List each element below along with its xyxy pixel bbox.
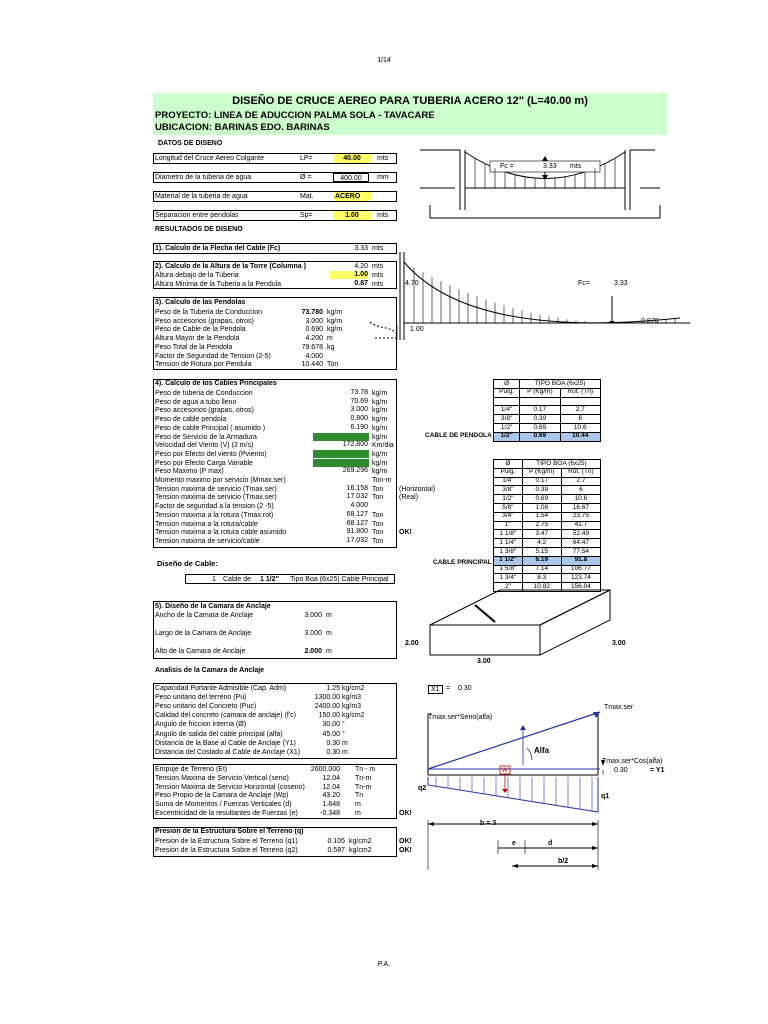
analysis-row-value: 12.04 — [322, 783, 340, 791]
section-4-row-unit: kg/m — [372, 416, 388, 424]
cable-table-row — [494, 423, 601, 432]
pressure-row-label: Presion de la Estructura Sobre el Terreno (q2) — [155, 847, 298, 854]
cable-table-header: Ø — [494, 380, 520, 389]
cable-table-cell: 0.69 — [520, 432, 560, 441]
weight-label: W — [502, 768, 508, 774]
analysis-row-unit: m — [355, 810, 361, 817]
analysis-row-label: Tension Maxima de Servicio Vertical (seno) — [155, 774, 289, 782]
analysis-row-unit: m — [342, 739, 348, 747]
cable-table-cell: 3.47 — [522, 530, 561, 539]
alfa-label: Alfa — [534, 746, 550, 755]
q1-label: q1 — [601, 793, 610, 800]
analysis-row-value: 1.848 — [322, 801, 340, 809]
analysis-row-value: 12.04 — [322, 774, 340, 782]
analysis-row-label: Peso unitario del terreno (Pu) — [155, 694, 247, 702]
section-3-row-value: 73.780 — [301, 309, 323, 316]
section-4-row-unit: kg/m — [372, 459, 388, 467]
pendola-min: 0.870 — [641, 318, 659, 325]
section-4-row-unit: kg/m — [372, 390, 388, 397]
cable-table-principal — [493, 459, 601, 592]
cable-size: 1 1/2" — [260, 576, 279, 583]
analysis-row-label: Calidad del concreto (camara de anclaje) (f'c) — [155, 712, 297, 720]
q2-label: q2 — [418, 785, 427, 792]
analysis-row-label: Distancia del Costado al Cable de Anclaje (X1) — [155, 748, 301, 756]
cable-table-row — [494, 583, 601, 592]
cable-table-header: TIPO BOA (6x25) — [522, 460, 600, 469]
cable-table-cell: 3/8" — [494, 486, 523, 495]
pressure-row-label: Presion de la Estructura Sobre el Terreno (q1) — [155, 838, 298, 845]
section-4-row-unit: kg/m — [372, 407, 388, 415]
cable-table-row — [494, 565, 601, 574]
cable-table-cell: 1/2" — [494, 423, 520, 432]
section-3-row-unit: kg — [327, 343, 335, 351]
pressure-title: Presion de la Estructura Sobre el Terreno (q) — [155, 828, 304, 835]
section-5-row-label: Largo de la Camara de Anclaje — [155, 630, 252, 637]
pressure-row-unit: kg/cm2 — [349, 838, 372, 845]
section-4-row-value: 17.032 — [346, 493, 368, 501]
pressure-row-value: 0.105 — [327, 838, 345, 845]
cable-table-cell: 0.69 — [520, 423, 560, 432]
cable-table-row — [494, 574, 601, 583]
section-4-row-note: (Horizontal) — [399, 485, 436, 493]
cable-table-cell: 123.74 — [561, 574, 600, 583]
cable-table-cell: 16.67 — [561, 503, 600, 512]
analysis-row-label: Distancia de la Base al Cable de Anclaje (Y1) — [155, 739, 296, 747]
section-4-row-value: 17.032 — [346, 536, 368, 544]
d-dimension: d — [548, 840, 553, 847]
section-4-row-label: Factor de seguridad a la tension (2 -5) — [155, 503, 274, 511]
cable-table-row — [494, 432, 601, 441]
cable-table-row — [494, 415, 601, 424]
cable-table-cell: 52.49 — [561, 530, 600, 539]
design-row-label: Diametro de la tuberia de agua — [155, 174, 252, 181]
section-4-row-value — [313, 476, 369, 485]
pressure-row-value: 0.587 — [327, 847, 345, 854]
analysis-row-unit: kg/m3 — [342, 703, 362, 711]
section-4-row-value — [313, 459, 369, 468]
section-4-row-label: Peso por Efecto Carga Variable — [155, 459, 253, 467]
y1-value: 0.30 — [614, 767, 628, 774]
design-row-value: 400.00 — [333, 173, 369, 182]
section-4-row-value: 68.127 — [346, 519, 368, 527]
cable-count: 1 — [212, 576, 216, 583]
section-4-row-label: Tension maxima de servicio (Tmax.ser) — [155, 494, 277, 502]
cable-table-row — [494, 486, 601, 495]
section-4-row-label: Tension maxima de servicio/cable — [155, 537, 260, 545]
cable-table-cell: 10.44 — [560, 432, 601, 441]
section-4-row-value: 4.000 — [350, 502, 368, 510]
cable-table-cell: 8.3 — [522, 574, 561, 583]
page-footer: P.A. — [377, 961, 391, 968]
analysis-row-value: 43.20 — [322, 792, 340, 800]
e-dimension: e — [512, 840, 516, 847]
section-5-row-unit: m — [326, 612, 332, 619]
cable-table-cell: 0.17 — [522, 477, 561, 486]
section-3-row-value: 4.000 — [305, 352, 323, 360]
x1-eq: = — [446, 685, 451, 692]
section-3-row-value: 3.000 — [305, 317, 323, 325]
section-3-title: 3). Calculo de las Pendolas — [155, 299, 246, 306]
cable-table-row — [494, 406, 601, 415]
section-4-row-unit: Ton — [372, 520, 384, 528]
cable-table-cell: 64.47 — [561, 539, 600, 548]
section-4-row-label: Peso de cable pendola — [155, 416, 227, 424]
page-number: 1/14 — [377, 57, 391, 64]
cable-table-row — [494, 521, 601, 530]
block-height: 3.00 — [477, 658, 491, 665]
location-line: UBICACION: BARINAS EDO. BARINAS — [155, 122, 330, 133]
analysis-row-note: OK! — [399, 810, 412, 817]
analysis-row-value: 2400.00 — [314, 703, 340, 711]
design-row-value: 1.00 — [333, 211, 371, 220]
cable-table-cell: 1 1/8" — [494, 530, 523, 539]
section-4-row-value: 91.800 — [346, 528, 368, 536]
section-4-row-unit: Ton-m — [372, 477, 392, 484]
section-4-row-value: 0.800 — [350, 415, 368, 423]
cable-principal-label: CABLE PRINCIPAL — [433, 559, 492, 566]
cable-table-subheader: Rot. (Tn) — [561, 468, 600, 477]
cable-pendola-label: CABLE DE PENDOLA — [425, 432, 492, 439]
section-2-row-label: Altura debajo de la Tuberia — [155, 272, 239, 279]
results-heading: RESULTADOS DE DISENO — [155, 226, 243, 233]
cable-table-subheader: Rot. (Tn) — [560, 388, 601, 397]
analysis-row-unit: ° — [342, 730, 345, 738]
analysis-row-value: 2600.000 — [310, 766, 340, 773]
design-row-unit: mts — [377, 212, 389, 219]
y1-label: = Y1 — [650, 767, 665, 774]
design-row-label: Material de la tuberia de agua — [155, 193, 248, 200]
section-2-row-value: 1.00 — [330, 271, 368, 279]
section-4-row-unit: Ton — [372, 529, 384, 537]
section-4-row-label: Peso de Servicio de la Armadura — [155, 433, 257, 441]
section-4-row-label: Peso Maximo (P max) — [155, 468, 224, 476]
section-2-title: 2). Calculo de la Altura de la Torre (Columna ) — [155, 263, 306, 270]
cable-table-cell — [494, 397, 520, 406]
cable-table-cell: 2.7 — [560, 406, 601, 415]
section-4-row-note: OK! — [399, 529, 412, 537]
analysis-row-value: 0.30 — [326, 748, 340, 756]
section-1-unit: mts — [372, 245, 384, 252]
cable-table-row — [494, 495, 601, 504]
analysis-row-value: 150.00 — [318, 712, 340, 720]
cable-table-subheader: P (Kg/m) — [520, 388, 560, 397]
tmax-label: Tmax.ser — [604, 704, 634, 711]
section-4-row-unit: Ton — [372, 511, 384, 519]
project-line: PROYECTO: LINEA DE ADUCCION PALMA SOLA - TAVACARE — [155, 110, 435, 121]
fc-unit: mts — [570, 163, 582, 170]
cable-table-cell: 3/4" — [494, 512, 523, 521]
section-4-row-value: 16.158 — [346, 484, 368, 492]
analysis-row-label: Excentricidad de la resultantes de Fuerzas (e) — [155, 810, 298, 817]
design-row-symbol: Sp= — [300, 212, 313, 219]
section-5-row-unit: m — [326, 630, 332, 637]
analysis-row-unit: kg/m3 — [342, 694, 362, 702]
analysis-row-label: Suma de Momentos / Fuerzas Verticales (d) — [155, 801, 292, 809]
section-4-row-unit: Ton — [372, 485, 384, 493]
pressure-row-note: OK! — [399, 847, 412, 854]
cable-table-row — [494, 547, 601, 556]
cable-table-cell: 0.39 — [520, 415, 560, 424]
section-4-row-value — [313, 433, 369, 442]
cable-table-cell: 3/8" — [494, 415, 520, 424]
section-4-row-note: (Real) — [399, 494, 419, 502]
analysis-row-value: 1300.00 — [314, 694, 340, 702]
page-title: DISEÑO DE CRUCE AEREO PARA TUBERIA ACERO 12" (L=40.00 m) — [232, 95, 588, 107]
cable-table-cell: 156.04 — [561, 583, 600, 592]
section-4-row-value — [313, 450, 369, 459]
cable-table-row — [494, 477, 601, 486]
design-row-value: 40.00 — [333, 154, 371, 163]
cable-table-cell: 1/2" — [494, 432, 520, 441]
section-5-row-unit: m — [326, 648, 332, 655]
section-5-row-label: Ancho de la Camara de Anclaje — [155, 612, 254, 619]
section-4-row-unit: kg/m — [372, 398, 388, 406]
cable-table-cell: 41.7 — [561, 521, 600, 530]
x1-label: X1 — [428, 685, 443, 694]
section-4-row-label: Peso accesorios (grapas, otros) — [155, 407, 254, 415]
cable-table-header: Ø — [494, 460, 523, 469]
section-5-row-value: 3.000 — [304, 612, 322, 619]
section-4-row-label: Momento maximo por servicio (Mmax.ser) — [155, 477, 286, 484]
section-2-title-unit: mts — [372, 263, 384, 270]
section-2-title-value: 4.20 — [354, 263, 368, 270]
section-4-row-unit: kg/m — [372, 450, 388, 458]
cable-table-cell: 2" — [494, 583, 523, 592]
section-4-row-value: 172.800 — [342, 441, 368, 449]
cable-table-cell: 0.39 — [522, 486, 561, 495]
b2-dimension: b/2 — [558, 858, 569, 865]
section-4-row-label: Tension maxima de servicio (Tmax.ser) — [155, 485, 277, 493]
section-3-row-label: Altura Mayor de la Pendola — [155, 335, 240, 343]
cable-table-cell: 1/2" — [494, 495, 523, 504]
section-3-row-value: 0.690 — [305, 326, 323, 334]
x1-value: 0.30 — [458, 685, 472, 692]
cable-table-cell: 10.6 — [561, 495, 600, 504]
analysis-row-label: Capacidad Portante Admisible (Cap. Adm) — [155, 685, 287, 692]
cable-table-cell: 1.54 — [522, 512, 561, 521]
below-pipe: 1.00 — [410, 326, 424, 333]
cable-table-cell — [560, 397, 601, 406]
cable-table-cell: 2.75 — [522, 521, 561, 530]
cable-table-cell — [520, 397, 560, 406]
fc-label: Fc = — [500, 163, 514, 170]
analysis-row-label: Peso unitario del Concreto (Puc) — [155, 703, 257, 711]
cable-table-row — [494, 530, 601, 539]
cable-table-cell: 6 — [560, 415, 601, 424]
design-row-label: Separacion entre pendolas — [155, 212, 239, 219]
cable-table-cell: 106.77 — [561, 565, 600, 574]
section-4-row-unit: Km/dia — [372, 442, 394, 450]
cable-table-cell: 5.15 — [522, 547, 561, 556]
section-3-row-unit: m — [327, 335, 333, 343]
section-4-row-label: Tension maxima a la rotura (Tmax.rot) — [155, 511, 274, 519]
section-4-row-value: 269.296 — [342, 467, 368, 475]
pressure-row-note: OK! — [399, 838, 412, 845]
section-1-title: 1). Calculo de la Flecha del Cable (Fc) — [155, 245, 281, 252]
analysis-row-unit: Tn-m — [355, 783, 372, 791]
fc2-value: 3.33 — [614, 280, 628, 287]
section-4-row-label: Peso de cable Principal ( asumido ) — [155, 424, 266, 432]
cable-table-cell: 1 3/8" — [494, 547, 523, 556]
section-3-row-value: 4.200 — [305, 335, 323, 343]
cable-text-1: Cable de — [223, 576, 252, 583]
section-4-row-unit: kg/m — [372, 468, 388, 476]
section-4-row-label: Tension maxima a la rotura/cable — [155, 520, 258, 528]
design-row-label: Longitud del Cruce Aereo Colgante — [155, 155, 264, 162]
b-dimension: b = 3 — [480, 820, 497, 827]
cable-table-row — [494, 503, 601, 512]
section-2-row-unit: mts — [372, 272, 384, 279]
block-length: 3.00 — [612, 640, 626, 647]
tmax-cos-label: Tmax.ser*Cos(alfa) — [602, 758, 663, 765]
section-3-row-label: Peso accesorios (grapas, otros) — [155, 317, 254, 325]
section-5-row-value: 3.000 — [304, 630, 322, 637]
section-4-row-value: 6.190 — [350, 423, 368, 431]
design-row-symbol: Mat. — [300, 193, 314, 200]
cable-table-row — [494, 512, 601, 521]
section-4-row-unit: Ton — [372, 494, 384, 502]
cable-table-row — [494, 556, 601, 565]
design-row-unit: mm — [377, 174, 389, 181]
analysis-row-unit: kg/cm2 — [342, 712, 365, 720]
design-data-heading: DATOS DE DISENO — [158, 140, 223, 147]
analysis-row-label: Angulo de salida del cable principal (alfa) — [155, 730, 283, 738]
analysis-row-label: Empuje de Terreno (Et) — [155, 766, 228, 773]
section-4-row-value: 73.78 — [350, 389, 368, 396]
section-4-row-label: Peso de tuberia de Conduccion — [155, 390, 253, 397]
cable-table-cell: 2.7 — [561, 477, 600, 486]
cable-table-cell: 1 1/2" — [494, 556, 523, 565]
section-4-row-label: Tension maxima a la rotura cable asumido — [155, 529, 287, 537]
cable-table-cell: 10.6 — [560, 423, 601, 432]
section-4-row-value: 68.127 — [346, 510, 368, 518]
analysis-row-label: Tension Maxima de Servicio Horizontal (coseno) — [155, 783, 305, 791]
section-4-title: 4). Calculo de los Cables Principales — [155, 380, 277, 387]
analysis-row-value: 1.25 — [326, 685, 340, 692]
design-row-symbol: LP= — [300, 155, 313, 162]
cable-table-cell: 0.69 — [522, 495, 561, 504]
analysis-row-value: -0.348 — [320, 810, 340, 817]
section-3-row-unit: Ton — [327, 361, 339, 369]
section-4-row-label: Peso por Efecto del viento (Pviento) — [155, 450, 267, 458]
section-3-row-unit: kg/m — [327, 317, 343, 325]
section-5-title: 5). Diseño de la Camara de Anclaje — [155, 603, 271, 610]
cable-table-cell: 1 1/4" — [494, 539, 523, 548]
analysis-row-value: 30.00 — [322, 721, 340, 729]
cable-table-subheader: P (Kg/m) — [522, 468, 561, 477]
section-3-row-unit: kg/m — [327, 309, 343, 316]
section-4-row-label: Peso de agua a tubo lleno — [155, 398, 237, 406]
analysis-row-value: 45.00 — [322, 730, 340, 738]
cable-table-cell: 4.2 — [522, 539, 561, 548]
cable-table-cell: 91.8 — [561, 556, 600, 565]
cable-table-header: TIPO BOA (6x25) — [520, 380, 601, 389]
analysis-row-unit: m — [342, 748, 348, 756]
section-5-row-label: Alto de la Camara de Anclaje — [155, 648, 246, 655]
analysis-row-unit: Tn — [355, 792, 364, 800]
section-1-value: 3.33 — [354, 245, 368, 252]
analysis-heading: Analisis de la Camara de Anclaje — [155, 667, 265, 674]
block-width: 2.00 — [405, 640, 419, 647]
pressure-row-unit: kg/cm2 — [349, 847, 372, 854]
section-5-row-value: 2.000 — [304, 648, 322, 655]
cable-table-cell: 10.82 — [522, 583, 561, 592]
cable-table-cell: 6 — [561, 486, 600, 495]
cable-table-subheader: Pulg. — [494, 388, 520, 397]
cable-table-cell: 1.08 — [522, 503, 561, 512]
section-3-row-value: 10.440 — [301, 361, 323, 369]
cable-table-cell: 7.14 — [522, 565, 561, 574]
cable-table-row — [494, 539, 601, 548]
section-3-row-label: Peso de Cable de la Pendola — [155, 326, 246, 334]
cable-design-heading: Diseño de Cable: — [157, 559, 218, 568]
cable-table-cell: 1 3/4" — [494, 574, 523, 583]
section-4-row-unit: Ton — [372, 537, 384, 545]
cable-table-cell: 6.19 — [522, 556, 561, 565]
fc-value: 3.33 — [543, 163, 557, 170]
section-3-row-label: Tension de Rotura por Pendula — [155, 361, 252, 369]
section-3-row-unit: kg/m — [327, 326, 343, 334]
analysis-row-unit: Tn-m — [355, 774, 372, 782]
tmax-sin-label: Tmax.ser*Seno(alfa) — [428, 714, 493, 721]
section-4-row-unit: kg/m — [372, 424, 388, 432]
section-4-row-value: 70.69 — [350, 397, 368, 405]
section-2-row-value: 0.87 — [354, 280, 368, 287]
analysis-row-value: 0.30 — [326, 739, 340, 747]
section-4-row-label: Velocidad del Viento (V) (2 m/s) — [155, 442, 254, 450]
analysis-row-label: Peso Propio de la Camara de Anclaje (Wp) — [155, 792, 289, 800]
design-row-value: ACERO — [333, 192, 371, 201]
analysis-row-unit: Tn - m — [355, 766, 376, 773]
section-3-row-label: Factor de Seguridad de Tension (2-5) — [155, 352, 271, 360]
section-3-row-label: Peso Total de la Pendola — [155, 343, 233, 351]
fc2-label: Fc= — [578, 280, 590, 287]
analysis-row-unit: kg/cm2 — [342, 685, 365, 692]
cable-table-cell: 5/8" — [494, 503, 523, 512]
section-2-row-unit: mts — [372, 281, 384, 288]
cable-table-cell: 1" — [494, 521, 523, 530]
analysis-row-label: Angulo de friccion interna (Ø) — [155, 721, 247, 729]
cable-table-row — [494, 397, 601, 406]
section-2-row-label: Altura Minima de la Tuberia a la Pendula — [155, 281, 282, 288]
section-4-row-value: 3.000 — [350, 406, 368, 414]
cable-table-pendola — [493, 379, 601, 442]
cable-table-cell: 77.54 — [561, 547, 600, 556]
cable-table-cell: 0.17 — [520, 406, 560, 415]
design-row-unit: mts — [377, 155, 389, 162]
cable-table-cell: 1 5/8" — [494, 565, 523, 574]
cable-table-subheader: Pulg. — [494, 468, 523, 477]
cable-table-cell: 23.75 — [561, 512, 600, 521]
design-row-symbol: Ø = — [300, 174, 312, 181]
section-3-row-value: 79.678 — [301, 343, 323, 351]
analysis-row-unit: m — [355, 801, 361, 809]
analysis-row-unit: ° — [342, 721, 345, 729]
section-4-row-unit: kg/m — [372, 433, 388, 441]
tower-height: 4.70 — [405, 280, 419, 287]
section-3-row-label: Peso de la Tuberia de Conduccion — [155, 309, 263, 316]
cable-table-cell: 1/4" — [494, 477, 523, 486]
cable-text-2: Tipo Boa (6x25) Cable Principal — [290, 576, 389, 583]
cable-table-cell: 1/4" — [494, 406, 520, 415]
